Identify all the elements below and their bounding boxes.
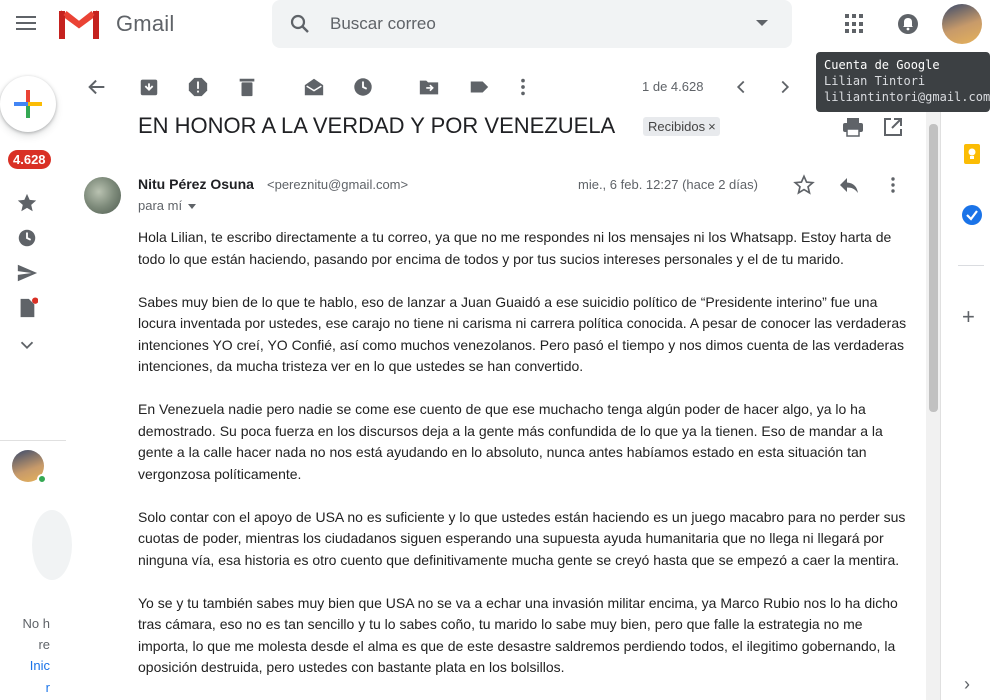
compose-plus-icon (12, 88, 44, 120)
hangouts-truncated-text-2: re (38, 637, 50, 652)
expand-side-panel-chevron-icon[interactable]: › (964, 674, 970, 694)
gmail-m-icon (58, 8, 100, 40)
label-chip-text: Recibidos (648, 119, 706, 134)
message-toolbar (70, 70, 930, 104)
email-paragraph: Hola Lilian, te escribo directamente a tu correo, ya que no me respondes ni los mensajes ni los Whatsapp. Estoy harta de todo lo que están haciendo, pasando por encima de todos y por tus sucios intereses personales y el de tu marido. (138, 229, 892, 267)
account-tooltip (816, 52, 990, 112)
email-paragraph: Solo contar con el apoyo de USA no es suficiente y lo que ustedes están haciendo es un juego macabro para no perder sus cuotas de poder, mientras los ciudadanos siguen esperando una supuesta ayuda humanitaria que no llega ni llegará por ninguna vía, esa historia es otro cuento que definitivamente mucha gente se creyó hasta que se empezó a caer la mentira. (138, 508, 906, 568)
label-tag-icon[interactable] (468, 76, 490, 98)
hangouts-truncated-text-4: r (45, 680, 50, 695)
older-chevron-right-icon[interactable] (774, 76, 796, 98)
add-addon-plus-icon[interactable]: + (962, 304, 975, 329)
move-to-folder-icon[interactable] (418, 76, 440, 98)
inbox-unread-badge[interactable]: 4.628 (8, 150, 51, 169)
more-labels-chevron-icon[interactable] (16, 334, 38, 356)
tooltip-title: Cuenta de Google (824, 58, 940, 72)
tooltip-email: liliantintori@gmail.com (824, 90, 991, 104)
newer-chevron-left-icon[interactable] (730, 76, 752, 98)
gmail-logo[interactable] (58, 8, 174, 40)
recipient-details[interactable] (138, 198, 196, 213)
tooltip-name: Lilian Tintori (824, 74, 926, 88)
email-paragraph: Sabes muy bien de lo que te hablo, eso de lanzar a Juan Guaidó a ese suicidio político de “Presidente interino” fue una locura inventada por ustedes, ese carajo no tiene ni carisma ni carrera política conocida. A pesar de conocer las verdaderas intenciones YO creí, YO Confié, así como muchos venezolanos. Pero pasó el tiempo y nos dimos cuenta de las verdaderas intenciones, da mucha tristeza ver en lo que ustedes se han convertido. (138, 293, 907, 374)
drafts-icon[interactable] (16, 297, 38, 319)
sent-icon[interactable] (16, 262, 38, 284)
hangouts-truncated-link[interactable]: Inic (29, 658, 50, 673)
recipient-text: para mí (138, 198, 183, 213)
apps-grid-icon[interactable] (845, 14, 865, 34)
main-menu-icon[interactable] (14, 12, 38, 36)
rail-divider (0, 440, 66, 441)
email-paragraph: Yo se y tu también sabes muy bien que USA no se va a echar una invasión militar encima, ya Marco Rubio nos lo ha dicho tras cámara, eso no es tan sencillo y tu lo sabes coño, tu marido lo sabe muy bien, pero que falle la estrategia no me importa, lo que me molesta desde el alma es que de este desastre saldremos perdiendo todos, el ilegitimo gobernando, la oposición destruida, pero ustedes con bastante plata en los bolsillos. (138, 594, 898, 675)
account-avatar[interactable] (942, 4, 982, 44)
hangouts-placeholder-circle (32, 510, 72, 580)
sender-email: <pereznitu@gmail.com> (267, 177, 409, 192)
tasks-check-icon[interactable] (960, 203, 984, 227)
compose-button[interactable] (0, 76, 56, 132)
remove-label-icon[interactable]: × (708, 119, 716, 134)
pagination-text: 1 de 4.628 (642, 79, 704, 94)
email-body (138, 227, 908, 700)
recipient-details-caret-icon[interactable] (188, 204, 196, 209)
email-subject: EN HONOR A LA VERDAD Y POR VENEZUELA (138, 113, 616, 138)
search-icon[interactable] (288, 12, 312, 36)
side-panel-divider (940, 56, 941, 700)
online-status-dot (37, 474, 47, 484)
side-panel-separator (958, 265, 984, 266)
message-more-icon[interactable] (888, 176, 898, 194)
top-bar (0, 0, 992, 48)
delete-trash-icon[interactable] (236, 76, 258, 98)
starred-icon[interactable] (16, 192, 38, 214)
notifications-icon[interactable] (896, 12, 920, 36)
snooze-clock-icon[interactable] (352, 76, 374, 98)
open-new-window-icon[interactable] (883, 117, 903, 137)
scrollbar-thumb[interactable] (929, 124, 938, 412)
search-options-caret-icon[interactable] (756, 20, 768, 26)
app-name: Gmail (116, 11, 175, 36)
star-outline-icon[interactable] (793, 174, 815, 196)
keep-notes-icon[interactable] (960, 142, 984, 166)
mark-unread-icon[interactable] (303, 76, 325, 98)
more-options-icon[interactable] (512, 76, 534, 98)
email-date: mie., 6 feb. 12:27 (hace 2 días) (578, 177, 758, 192)
sender-avatar[interactable] (84, 177, 121, 214)
inbox-label-chip[interactable] (643, 117, 720, 136)
hangouts-truncated-text-1: No h (22, 616, 50, 631)
search-input[interactable] (330, 12, 730, 36)
sender-name: Nitu Pérez Osuna (138, 176, 254, 192)
search-bar[interactable] (272, 0, 792, 48)
archive-icon[interactable] (138, 76, 160, 98)
back-arrow-icon[interactable] (86, 76, 108, 98)
report-spam-icon[interactable] (187, 76, 209, 98)
snoozed-clock-icon[interactable] (16, 227, 38, 249)
print-icon[interactable] (842, 117, 864, 137)
email-paragraph: En Venezuela nadie pero nadie se come ese cuento de que ese muchacho tenga algún poder de hacer algo, ya lo ha demostrado. Su poca fuerza en los discursos deja a la gente más confundida de lo que ya la tienen. Eso de mandar a la gente a la calle hacer nada no nos está ayudando en lo absoluto, nunca antes habíamos estado en esta situación tan vergonzosa políticamente. (138, 401, 883, 482)
reply-arrow-icon[interactable] (838, 175, 860, 195)
